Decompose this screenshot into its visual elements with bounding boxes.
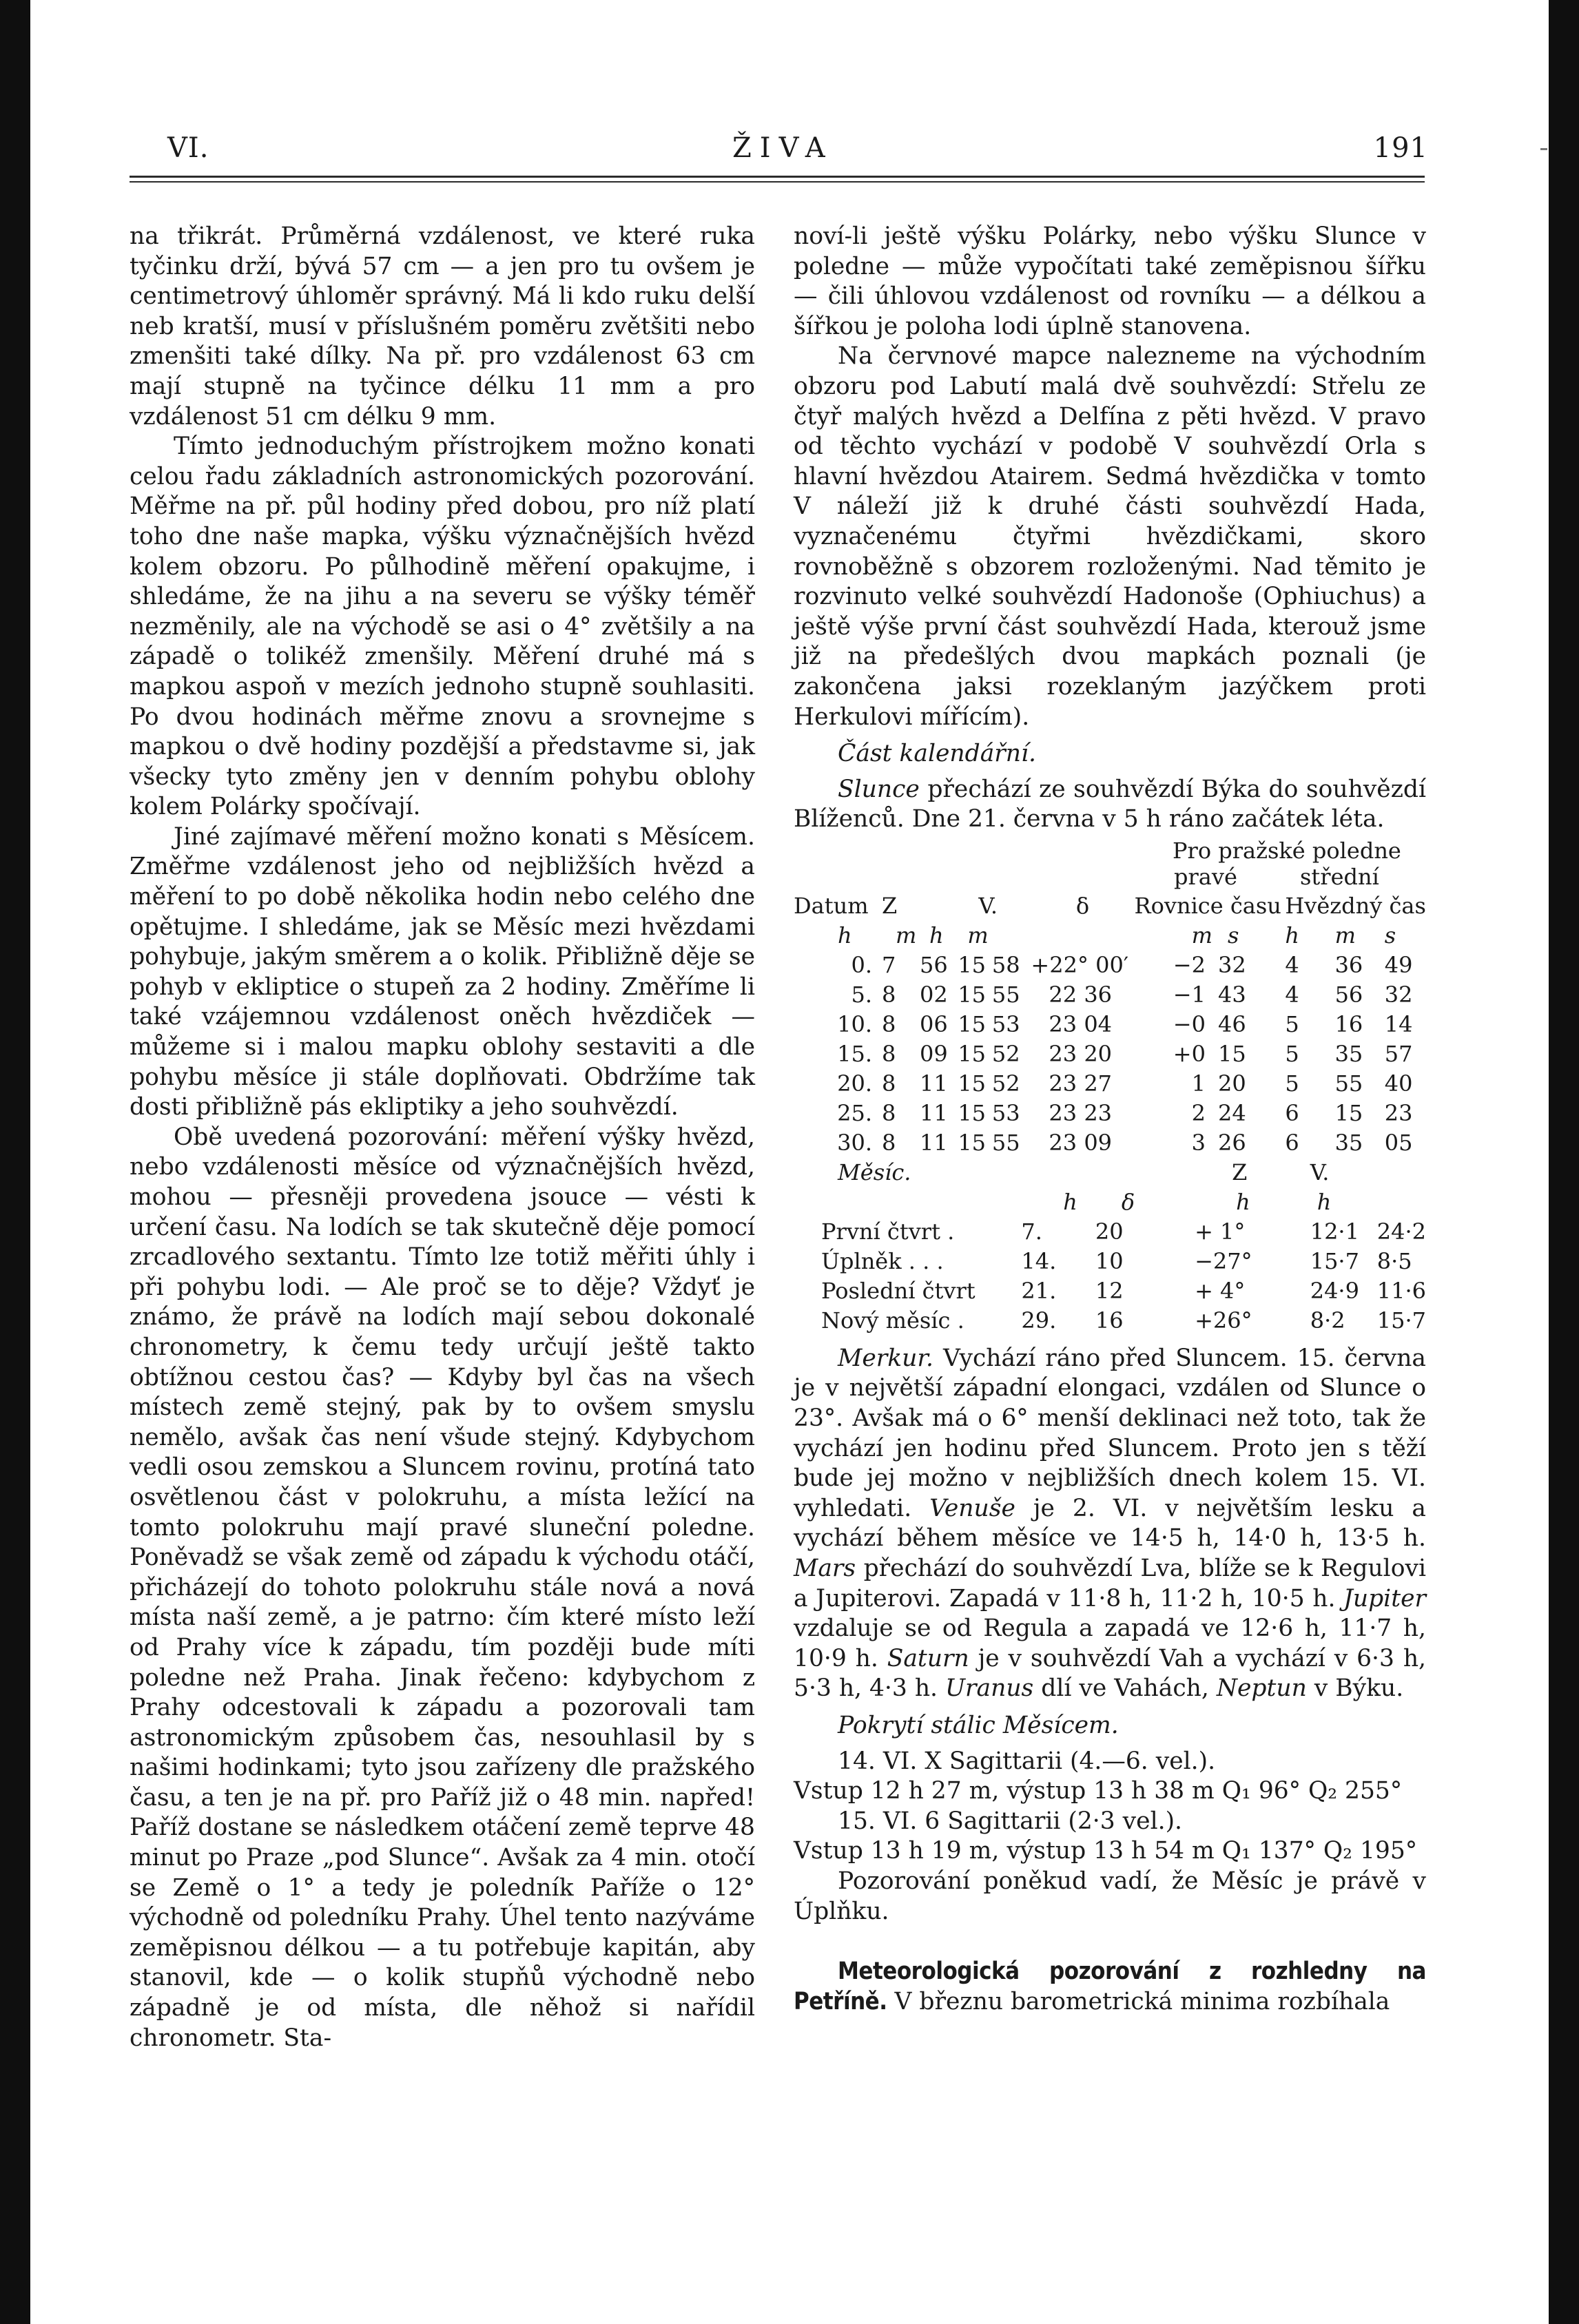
moon-row — [821, 1247, 1426, 1276]
unit: h — [1063, 1189, 1077, 1216]
neptune-label: Neptun — [1216, 1674, 1307, 1703]
moon-label: Měsíc. — [838, 1159, 911, 1186]
ephemeris-group-header — [794, 838, 1426, 891]
cell: 8 — [881, 1011, 896, 1038]
cell: 06 — [919, 1011, 948, 1038]
moon-row — [821, 1217, 1426, 1247]
neptune-text: v Býku. — [1306, 1674, 1404, 1703]
cell: 11 — [919, 1130, 948, 1156]
uranus-text: dlí ve Vahách, — [1033, 1674, 1209, 1703]
cell: 09 — [919, 1041, 948, 1068]
moon-units-row — [821, 1187, 1426, 1217]
section-heading-calendar: Část kalendářní. — [838, 740, 1037, 768]
cell-date: 15. — [837, 1041, 872, 1068]
cell: 40 — [1384, 1070, 1413, 1097]
planets-paragraph — [794, 1344, 1426, 1704]
cell: 53 — [991, 1011, 1020, 1038]
right-column — [794, 222, 1426, 2017]
header-rule-thin — [130, 181, 1425, 183]
occultation-1-times: Vstup 12 h 27 m, výstup 13 h 38 m Q₁ 96° Q₂ 255° — [794, 1777, 1403, 1805]
ephemeris-group-title: Pro pražské poledne — [1173, 837, 1401, 864]
saturn-label: Saturn — [887, 1644, 969, 1672]
cell: 32 — [1384, 982, 1413, 1008]
cell: 8 — [881, 1100, 896, 1127]
cell: 22 36 — [1049, 982, 1113, 1008]
mars-label: Mars — [794, 1555, 856, 1583]
sun-ephemeris — [794, 838, 1426, 1336]
cell: 12·1 — [1310, 1218, 1359, 1245]
cell: 32 — [1217, 952, 1246, 979]
col-header: Z — [1232, 1159, 1248, 1186]
occultation-note: Pozorování poněkud vadí, že Měsíc je právě v Úplňku. — [794, 1867, 1426, 1925]
col-header: V. — [978, 893, 998, 920]
ephemeris-group-sub-mean: střední — [1300, 863, 1379, 890]
col-header: Rovnice času — [1134, 893, 1281, 920]
cell-date: 0. — [851, 952, 872, 979]
header-section-number: VI. — [167, 132, 209, 164]
unit: h — [1285, 922, 1299, 949]
cell: 15 — [958, 1100, 987, 1127]
cell: 7 — [881, 952, 896, 979]
cell: 15 — [958, 982, 987, 1008]
cell: +22° 00′ — [1031, 952, 1129, 979]
cell: 16 — [1095, 1307, 1124, 1334]
cell: 4 — [1285, 952, 1299, 979]
cell: 23 — [1384, 1100, 1413, 1127]
unit: h — [1236, 1189, 1250, 1216]
cell: 1 — [1191, 1070, 1206, 1097]
cell: 57 — [1384, 1041, 1413, 1068]
cell: 4 — [1285, 982, 1299, 1008]
header-page-number: 191 — [1373, 132, 1428, 164]
cell: 15 — [958, 1011, 987, 1038]
cell: 23 27 — [1049, 1070, 1113, 1097]
cell: 15 — [958, 1130, 987, 1156]
cell: −1 — [1173, 982, 1206, 1008]
uranus-label: Uranus — [945, 1674, 1034, 1703]
cell: 56 — [1334, 982, 1363, 1008]
header-rule — [130, 176, 1425, 178]
section-heading-occultation: Pokrytí stálic Měsícem. — [838, 1712, 1119, 1739]
cell: 23 09 — [1049, 1130, 1113, 1156]
cell: 23 23 — [1049, 1100, 1113, 1127]
venus-label: Venuše — [929, 1494, 1015, 1522]
col-header: Datum — [794, 893, 869, 920]
cell: 43 — [1217, 982, 1246, 1008]
cell: 15·7 — [1310, 1248, 1359, 1275]
cell: Úplněk . . . — [821, 1248, 944, 1275]
cell: 16 — [1334, 1011, 1363, 1038]
cell: 11 — [919, 1070, 948, 1097]
col-header: Z — [881, 893, 898, 920]
sun-label: Slunce — [838, 775, 920, 803]
unit: m — [967, 922, 989, 949]
cell: 10 — [1095, 1248, 1124, 1275]
scan-border-right — [1549, 0, 1579, 2324]
col-header: V. — [1310, 1159, 1330, 1186]
paragraph: Jiné zajímavé měření možno konati s Měsícem. Změřme vzdálenost jeho od nejbližších hvězd a měření to po době několika hodin nebo celého dne opětujme. I shledáme, jak se Měsíc mezi hvězdami pohybuje, jakým směrem a o kolik. Přibližně děje se pohyb v ekliptice o stupeň za 2 hodiny. Změříme li také vzájemnou vzdálenost oněch hvězdiček — můžeme si i malou mapku oblohy sestaviti a dle pohybu měsíce ji stále doplňovati. Obdržíme tak dosti přibližně pás ekliptiky a jeho souhvězdí. — [130, 822, 755, 1121]
occultation-2-title: 15. VI. 6 Sagittarii (2·3 vel.). — [838, 1807, 1182, 1835]
cell: 11 — [919, 1100, 948, 1127]
paragraph: Obě uvedená pozorování: měření výšky hvězd, nebo vzdálenosti měsíce od význačnějších hvězd, mohou — přesněji provedena jsouce — vésti k určení času. Na lodích se tak skutečně děje pomocí zrcadlového sextantu. Tímto lze totiž měřiti úhly i při pohybu lodi. — Ale proč se to děje? Vždyť je známo, že právě na lodích mají sebou dokonalé chronometry, k čemu tedy určují ještě takto obtížnou cestou čas? — Kdyby byl čas na všech místech země stejný, pak by to ovšem smyslu nemělo, avšak čas není všude stejný. Kdybychom vedli osou zemskou a Sluncem rovinu, protíná tato osvětlenou část v polokruhu, a místa ležící na tomto polokruhu mají pravé sluneční poledne. Poněvadž se však země od západu k východu otáčí, přicházejí do tohoto polokruhu stále nová a nová místa naší země, a je patrno: čím které místo leží od Prahy více k západu, tím později bude míti poledne než Praha. Jinak řečeno: kdybychom z Prahy odcestovali k západu a pozorovali tam astronomickým způsobem čas, nesouhlasil by s našimi hodinkami; tyto jsou zařízeny dle pražského času, a ten je na př. pro Paříž již o 48 min. napřed! Paříž dostane se následkem otáčení země teprve 48 minut po Praze „pod Slunce“. Avšak za 4 min. otočí se Země o 1° a tedy je poledník Paříže o 12° východně od poledníku Prahy. Úhel tento nazýváme zeměpisnou délkou — a tu potřebuje kapitán, aby stanovil, kde — o kolik stupňů východně nebo západně je od místa, dle něhož si nařídil chronometr. Sta- — [130, 1123, 755, 2052]
cell: 56 — [919, 952, 948, 979]
cell: −2 — [1173, 952, 1206, 979]
cell: 2 — [1191, 1100, 1206, 1127]
moon-header-row — [821, 1158, 1426, 1187]
cell: Poslední čtvrt — [821, 1278, 976, 1305]
cell: 21. — [1021, 1278, 1057, 1305]
moon-row — [821, 1276, 1426, 1306]
ephemeris-table — [794, 891, 1426, 1158]
cell: 8 — [881, 1070, 896, 1097]
cell: 23 04 — [1049, 1011, 1113, 1038]
cell: 12 — [1095, 1278, 1124, 1305]
col-header: δ — [1075, 893, 1090, 920]
occultation-2-times: Vstup 13 h 19 m, výstup 13 h 54 m Q₁ 137° Q₂ 195° — [794, 1837, 1418, 1865]
cell: 5 — [1285, 1041, 1299, 1068]
cell: + 1° — [1195, 1218, 1246, 1245]
header-journal-title: ŽIVA — [732, 132, 834, 164]
unit: h — [1317, 1189, 1332, 1216]
cell: 20 — [1095, 1218, 1124, 1245]
cell: −0 — [1173, 1011, 1206, 1038]
mercury-text: Vychází ráno před Sluncem. 15. června je v největší západní elongaci, vzdálen od Slunce o 23°. Avšak má o 6° menší deklinaci než toto, tak že vychází jen hodinu před Sluncem. Proto jen s těží bude jej možno v nejbližších dnech kolem 15. VI. vyhledati. — [794, 1344, 1426, 1522]
paragraph: noví-li ještě výšku Polárky, nebo výšku Slunce v poledne — může vypočítati také zeměpisnou šířku — čili úhlovou vzdálenost od rovníku — a délkou a šířkou je poloha lodi úplně stanovena. — [794, 222, 1426, 340]
moon-phases-table — [821, 1158, 1426, 1336]
occultation-1-title: 14. VI. X Sagittarii (4.—6. vel.). — [838, 1747, 1216, 1775]
cell-date: 10. — [837, 1011, 872, 1038]
cell: 15 — [958, 1070, 987, 1097]
cell-date: 30. — [837, 1130, 872, 1156]
cell: 3 — [1191, 1130, 1206, 1156]
cell: + 4° — [1195, 1278, 1246, 1305]
cell: 6 — [1285, 1130, 1299, 1156]
cell: 35 — [1334, 1130, 1363, 1156]
cell: 20 — [1217, 1070, 1246, 1097]
cell: 8·2 — [1310, 1307, 1345, 1334]
cell: 55 — [1334, 1070, 1363, 1097]
cell: 53 — [991, 1100, 1020, 1127]
col-header: Hvězdný čas — [1285, 893, 1426, 920]
unit: δ — [1121, 1189, 1135, 1216]
paragraph: Tímto jednoduchým přístrojkem možno konati celou řadu základních astronomických pozorování. Měřme na př. půl hodiny před dobou, pro níž platí toho dne naše mapka, výšku význačnějších hvězd kolem obzoru. Po půlhodině měření opakujme, i shledáme, že na jihu a na severu se výšky téměř nezměnily, ale na východě se asi o 4° zvětšily a na západě o tolikéž zmenšily. Měření druhé má s mapkou aspoň v mezích jednoho stupně souhlasiti. Po dvou hodinách měřme znovu a srovnejme s mapkou o dvě hodiny pozdější a představme si, jak všecky tyto změny jen v denním pohybu oblohy kolem Polárky spočívají. — [130, 433, 755, 821]
unit: s — [1384, 922, 1396, 949]
cell: 14 — [1384, 1011, 1413, 1038]
cell: 52 — [991, 1041, 1020, 1068]
cell: 24·9 — [1310, 1278, 1359, 1305]
paragraph: na třikrát. Průměrná vzdálenost, ve které ruka tyčinku drží, bývá 57 cm — a jen pro tu ovšem je centimetrový úhloměr správný. Má li kdo ruku delší neb kratší, musí v příslušném poměru zvětšiti nebo zmenšiti také dílky. Na př. pro vzdálenost 63 cm mají stupně na tyčince délku 11 mm a pro vzdálenost 51 cm délku 9 mm. — [130, 222, 755, 430]
cell: 8 — [881, 982, 896, 1008]
ephemeris-row — [794, 1128, 1426, 1158]
mars-text: přechází do souhvězdí Lva, blíže se k Regulovi a Jupiterovi. Zapadá v 11·8 h, 11·2 h, 10·5 h. — [794, 1555, 1426, 1612]
running-header — [167, 132, 1428, 174]
ephemeris-group-sub-true: pravé — [1174, 863, 1237, 890]
cell: 8 — [881, 1041, 896, 1068]
meteo-text: V březnu barometrická minima rozbíhala — [887, 1987, 1390, 2015]
cell: První čtvrt . — [821, 1218, 955, 1245]
scan-border-left — [0, 0, 30, 2324]
cell-date: 20. — [837, 1070, 872, 1097]
ephemeris-row — [794, 951, 1426, 980]
ephemeris-row — [794, 1069, 1426, 1099]
cell: 46 — [1217, 1011, 1246, 1038]
unit: m — [895, 922, 917, 949]
cell: 36 — [1334, 952, 1363, 979]
cell: 8·5 — [1376, 1248, 1412, 1275]
ephemeris-row — [794, 1039, 1426, 1069]
cell: 02 — [919, 982, 948, 1008]
sun-paragraph — [794, 775, 1426, 835]
saturn-text: je v souhvězdí Vah a vychází v 6·3 h, 5·3 h, 4·3 h. — [794, 1644, 1427, 1703]
cell: 8 — [881, 1130, 896, 1156]
cell: 55 — [991, 982, 1020, 1008]
ephemeris-units-row — [794, 921, 1426, 951]
left-column — [130, 222, 755, 2053]
unit: h — [838, 922, 852, 949]
cell: 5 — [1285, 1011, 1299, 1038]
cell: 14. — [1021, 1248, 1057, 1275]
ephemeris-row — [794, 1099, 1426, 1128]
ephemeris-row — [794, 1010, 1426, 1039]
cell: 49 — [1384, 952, 1413, 979]
cell: 05 — [1384, 1130, 1413, 1156]
cell: 15 — [958, 1041, 987, 1068]
unit: m — [1334, 922, 1356, 949]
paragraph: Na červnové mapce nalezneme na východním obzoru pod Labutí malá dvě souhvězdí: Střelu ze čtyř malých hvězd a Delfína z pěti hvězd. V pravo od těchto vychází v podobě V souhvězdí Orla s hlavní hvězdou Atairem. Sedmá hvězdička v tomto V náleží již k druhé části souhvězdí Hada, vyznačenému čtyřmi hvězdičkami, skoro rovnoběžně s obzorem rozloženými. Nad těmito je rozvinuto velké souhvězdí Hadonoše (Ophiuchus) a ještě výše první část souhvězdí Hada, kterouž jsme již na předešlých dvou mapkách poznali (je zakončena jaksi rozeklaným jazýčkem proti Herkulovi mířícím). — [794, 342, 1426, 731]
cell: 7. — [1021, 1218, 1042, 1245]
cell: 11·6 — [1376, 1278, 1426, 1305]
cell: 15 — [1217, 1041, 1246, 1068]
cell: Nový měsíc . — [821, 1307, 964, 1334]
cell-date: 25. — [837, 1100, 872, 1127]
mercury-label: Merkur. — [838, 1344, 934, 1372]
sun-text: přechází ze souhvězdí Býka do souhvězdí Blíženců. Dne 21. června v 5 h ráno začátek léta. — [794, 775, 1426, 833]
unit: m — [1191, 922, 1212, 949]
cell: 55 — [991, 1130, 1020, 1156]
venus-text: je 2. VI. v největším lesku a vychází během měsíce ve 14·5 h, 14·0 h, 13·5 h. — [794, 1494, 1426, 1553]
scan-mark — [1540, 148, 1547, 150]
unit: h — [929, 922, 944, 949]
meteo-heading: Meteorologická pozorování z rozhledny na Petříně. — [794, 1958, 1426, 2015]
cell: 5 — [1285, 1070, 1299, 1097]
cell: −27° — [1195, 1248, 1252, 1275]
ephemeris-header-row — [794, 891, 1426, 921]
cell: 26 — [1217, 1130, 1246, 1156]
moon-row — [821, 1306, 1426, 1336]
cell: 24·2 — [1376, 1218, 1426, 1245]
cell: 6 — [1285, 1100, 1299, 1127]
jupiter-text: vzdaluje se od Regula a zapadá ve 12·6 h, 11·7 h, 10·9 h. — [794, 1615, 1426, 1672]
cell: 15 — [1334, 1100, 1363, 1127]
cell-date: 5. — [851, 982, 872, 1008]
unit: s — [1227, 922, 1239, 949]
cell: 24 — [1217, 1100, 1246, 1127]
cell: 29. — [1021, 1307, 1057, 1334]
cell: 35 — [1334, 1041, 1363, 1068]
cell: 15 — [958, 952, 987, 979]
ephemeris-row — [794, 980, 1426, 1010]
cell: 15·7 — [1376, 1307, 1426, 1334]
cell: +0 — [1173, 1041, 1206, 1068]
cell: +26° — [1195, 1307, 1252, 1334]
jupiter-label: Jupiter — [1343, 1584, 1426, 1612]
cell: 52 — [991, 1070, 1020, 1097]
cell: 23 20 — [1049, 1041, 1113, 1068]
meteo-paragraph — [794, 1957, 1426, 2017]
cell: 58 — [991, 952, 1020, 979]
